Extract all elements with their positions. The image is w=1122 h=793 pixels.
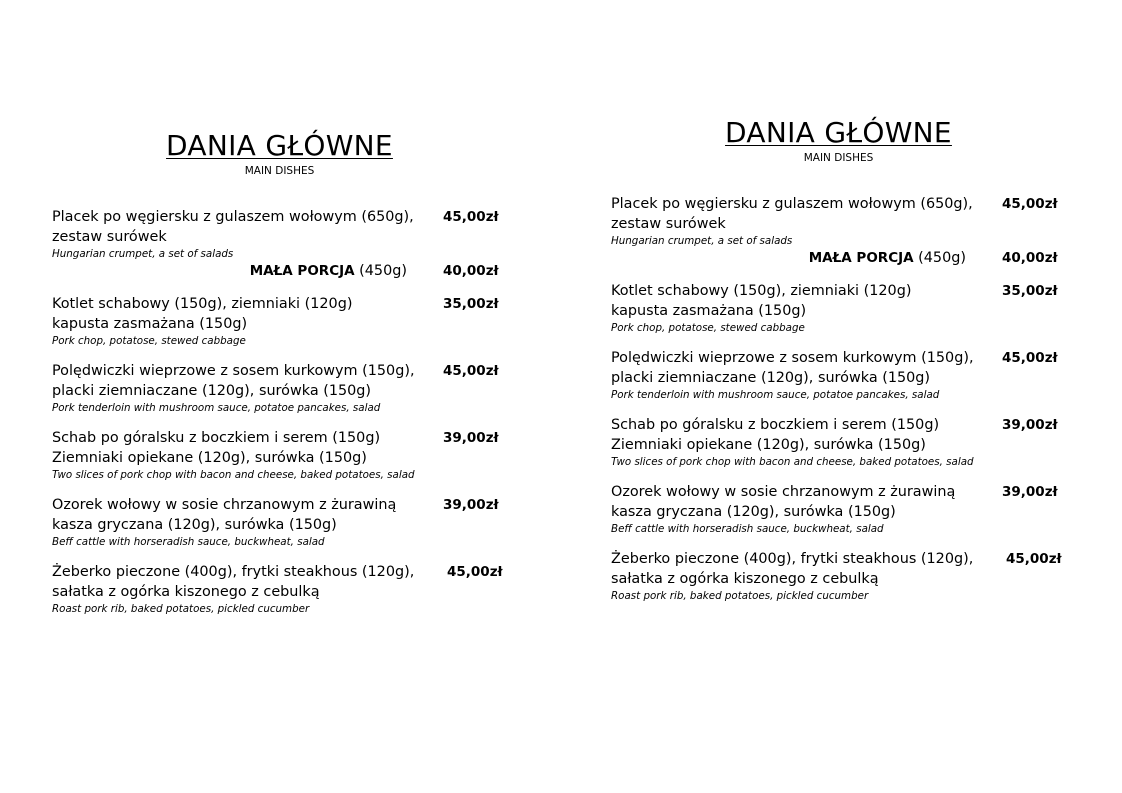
dish-price: 35,00zł <box>1002 283 1058 299</box>
dish-price: 45,00zł <box>1002 196 1058 212</box>
dish-price: 35,00zł <box>443 296 499 312</box>
dish-item <box>52 207 507 281</box>
dish-name-line2: kapusta zasmażana (150g) <box>611 303 807 319</box>
dish-name-line1: Schab po góralsku z boczkiem i serem (150g) <box>52 430 381 446</box>
dish-name-line2: sałatka z ogórka kiszonego z cebulką <box>52 584 320 600</box>
dish-name-line1: Schab po góralsku z boczkiem i serem (150g) <box>611 417 940 433</box>
dish-item <box>611 281 1066 335</box>
small-portion-row <box>611 248 1066 268</box>
dish-name-line1: Placek po węgiersku z gulaszem wołowym (650g), <box>52 209 414 225</box>
menu-title: DANIA GŁÓWNE <box>166 129 393 162</box>
dish-english-description: Two slices of pork chop with bacon and cheese, baked potatoes, salad <box>52 469 415 481</box>
dish-price: 45,00zł <box>443 363 499 379</box>
dish-item <box>52 495 507 549</box>
dish-english-description: Roast pork rib, baked potatoes, pickled cucumber <box>52 603 310 615</box>
dish-item <box>52 428 507 482</box>
dish-name-line1: Polędwiczki wieprzowe z sosem kurkowym (150g), <box>52 363 415 379</box>
dish-name-line2: kapusta zasmażana (150g) <box>52 316 248 332</box>
dish-english-description: Hungarian crumpet, a set of salads <box>52 248 234 260</box>
dish-price: 39,00zł <box>1002 417 1058 433</box>
dish-item <box>611 482 1066 536</box>
menu-page-left <box>52 129 507 629</box>
dish-price: 45,00zł <box>1006 551 1062 567</box>
dish-name-line1: Kotlet schabowy (150g), ziemniaki (120g) <box>52 296 353 312</box>
menu-page-right <box>611 116 1066 616</box>
dish-name-line2: kasza gryczana (120g), surówka (150g) <box>611 504 896 520</box>
dish-price: 45,00zł <box>447 564 503 580</box>
dish-english-description: Beff cattle with horseradish sauce, buckwheat, salad <box>52 536 325 548</box>
dish-name-line2: zestaw surówek <box>52 229 167 245</box>
menu-title: DANIA GŁÓWNE <box>725 116 952 149</box>
dish-item <box>52 294 507 348</box>
menu-subtitle: MAIN DISHES <box>803 152 874 164</box>
dish-item <box>611 348 1066 402</box>
dish-list <box>611 194 1066 603</box>
dish-english-description: Pork tenderloin with mushroom sauce, potatoe pancakes, salad <box>52 402 381 414</box>
small-portion-price: 40,00zł <box>1002 250 1058 266</box>
dish-price: 39,00zł <box>1002 484 1058 500</box>
dish-name-line1: Ozorek wołowy w sosie chrzanowym z żurawiną <box>611 484 956 500</box>
small-portion-label: MAŁA PORCJA <box>249 263 355 279</box>
dish-price: 45,00zł <box>443 209 499 225</box>
dish-price: 39,00zł <box>443 430 499 446</box>
dish-name-line1: Żeberko pieczone (400g), frytki steakhous (120g), <box>611 551 974 567</box>
dish-name-line2: placki ziemniaczane (120g), surówka (150g) <box>52 383 372 399</box>
dish-name-line1: Polędwiczki wieprzowe z sosem kurkowym (150g), <box>611 350 974 366</box>
dish-name-line1: Kotlet schabowy (150g), ziemniaki (120g) <box>611 283 912 299</box>
dish-name-line2: Ziemniaki opiekane (120g), surówka (150g) <box>52 450 367 466</box>
dish-name-line2: placki ziemniaczane (120g), surówka (150g) <box>611 370 931 386</box>
dish-item <box>611 415 1066 469</box>
small-portion-price: 40,00zł <box>443 263 499 279</box>
small-portion-weight: (450g) <box>918 250 966 266</box>
small-portion-label: MAŁA PORCJA <box>808 250 914 266</box>
small-portion-row <box>52 261 507 281</box>
dish-english-description: Beff cattle with horseradish sauce, buckwheat, salad <box>611 523 884 535</box>
menu-subtitle: MAIN DISHES <box>244 165 315 177</box>
dish-english-description: Pork tenderloin with mushroom sauce, potatoe pancakes, salad <box>611 389 940 401</box>
dish-name-line2: Ziemniaki opiekane (120g), surówka (150g) <box>611 437 926 453</box>
dish-item <box>611 194 1066 268</box>
dish-item <box>611 549 1066 603</box>
dish-price: 45,00zł <box>1002 350 1058 366</box>
dish-name-line1: Ozorek wołowy w sosie chrzanowym z żurawiną <box>52 497 397 513</box>
dish-english-description: Pork chop, potatose, stewed cabbage <box>611 322 805 334</box>
dish-english-description: Pork chop, potatose, stewed cabbage <box>52 335 246 347</box>
dish-name-line2: zestaw surówek <box>611 216 726 232</box>
dish-name-line1: Żeberko pieczone (400g), frytki steakhous (120g), <box>52 564 415 580</box>
small-portion-weight: (450g) <box>359 263 407 279</box>
dish-price: 39,00zł <box>443 497 499 513</box>
dish-english-description: Two slices of pork chop with bacon and cheese, baked potatoes, salad <box>611 456 974 468</box>
dish-name-line2: sałatka z ogórka kiszonego z cebulką <box>611 571 879 587</box>
dish-english-description: Hungarian crumpet, a set of salads <box>611 235 793 247</box>
dish-name-line2: kasza gryczana (120g), surówka (150g) <box>52 517 337 533</box>
dish-name-line1: Placek po węgiersku z gulaszem wołowym (650g), <box>611 196 973 212</box>
dish-english-description: Roast pork rib, baked potatoes, pickled cucumber <box>611 590 869 602</box>
dish-item <box>52 562 507 616</box>
dish-list <box>52 207 507 616</box>
dish-item <box>52 361 507 415</box>
